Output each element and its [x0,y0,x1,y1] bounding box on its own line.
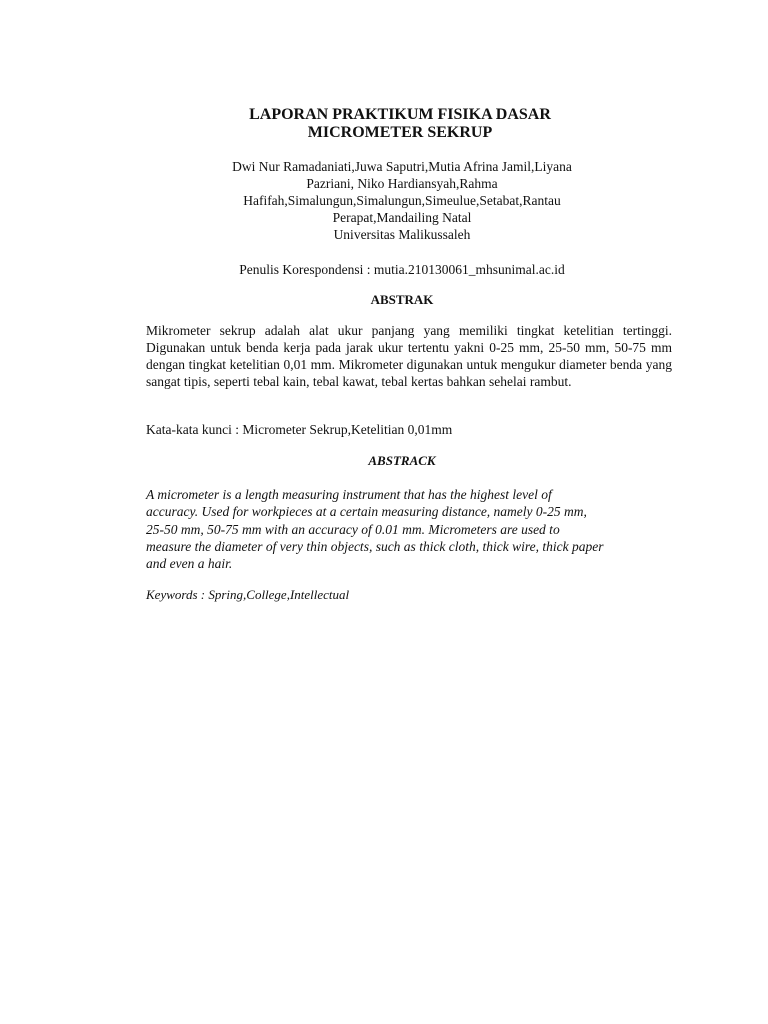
author-line: Perapat,Mandailing Natal [332,210,472,225]
author-line: Hafifah,Simalungun,Simalungun,Simeulue,Setabat,Rantau [243,193,561,208]
abstrack-line: A micrometer is a length measuring instrument that has the highest level of [146,487,552,502]
kata-kunci: Kata-kata kunci : Micrometer Sekrup,Ketelitian 0,01mm [146,422,453,437]
document-title-line1: LAPORAN PRAKTIKUM FISIKA DASAR [249,106,551,123]
abstrack-line: 25-50 mm, 50-75 mm with an accuracy of 0.01 mm. Micrometers are used to [146,521,560,537]
abstrack-line: measure the diameter of very thin objects, such as thick cloth, thick wire, thick paper [146,538,604,554]
author-line: Pazriani, Niko Hardiansyah,Rahma [306,176,498,191]
abstrack-heading: ABSTRACK [368,453,436,468]
corresponding-author: Penulis Korespondensi : mutia.210130061_mhsunimal.ac.id [239,262,565,277]
abstrak-body: Mikrometer sekrup adalah alat ukur panjang yang memiliki tingkat ketelitian tertinggi. Digunakan untuk benda kerja pada jarak ukur tertentu yakni 0-25 mm, 25-50 mm, 50-75 mm dengan tingkat ketelitian 0,01 mm. Mikrometer digunakan untuk mengukur diameter benda yang sangat tipis, seperti tebal kain, tebal kawat, tebal kertas bahkan sehelai rambut. [146,323,672,389]
author-list [202,158,602,243]
affiliation: Universitas Malikussaleh [333,227,471,242]
abstrak-heading: ABSTRAK [370,292,434,307]
abstrack-body [146,486,686,572]
abstrack-line: accuracy. Used for workpieces at a certain measuring distance, namely 0-25 mm, [146,504,587,520]
document-title-line2: MICROMETER SEKRUP [307,124,493,141]
author-line: Dwi Nur Ramadaniati,Juwa Saputri,Mutia Afrina Jamil,Liyana [232,159,572,174]
keywords: Keywords : Spring,College,Intellectual [146,587,350,602]
abstrack-line: and even a hair. [146,556,233,572]
